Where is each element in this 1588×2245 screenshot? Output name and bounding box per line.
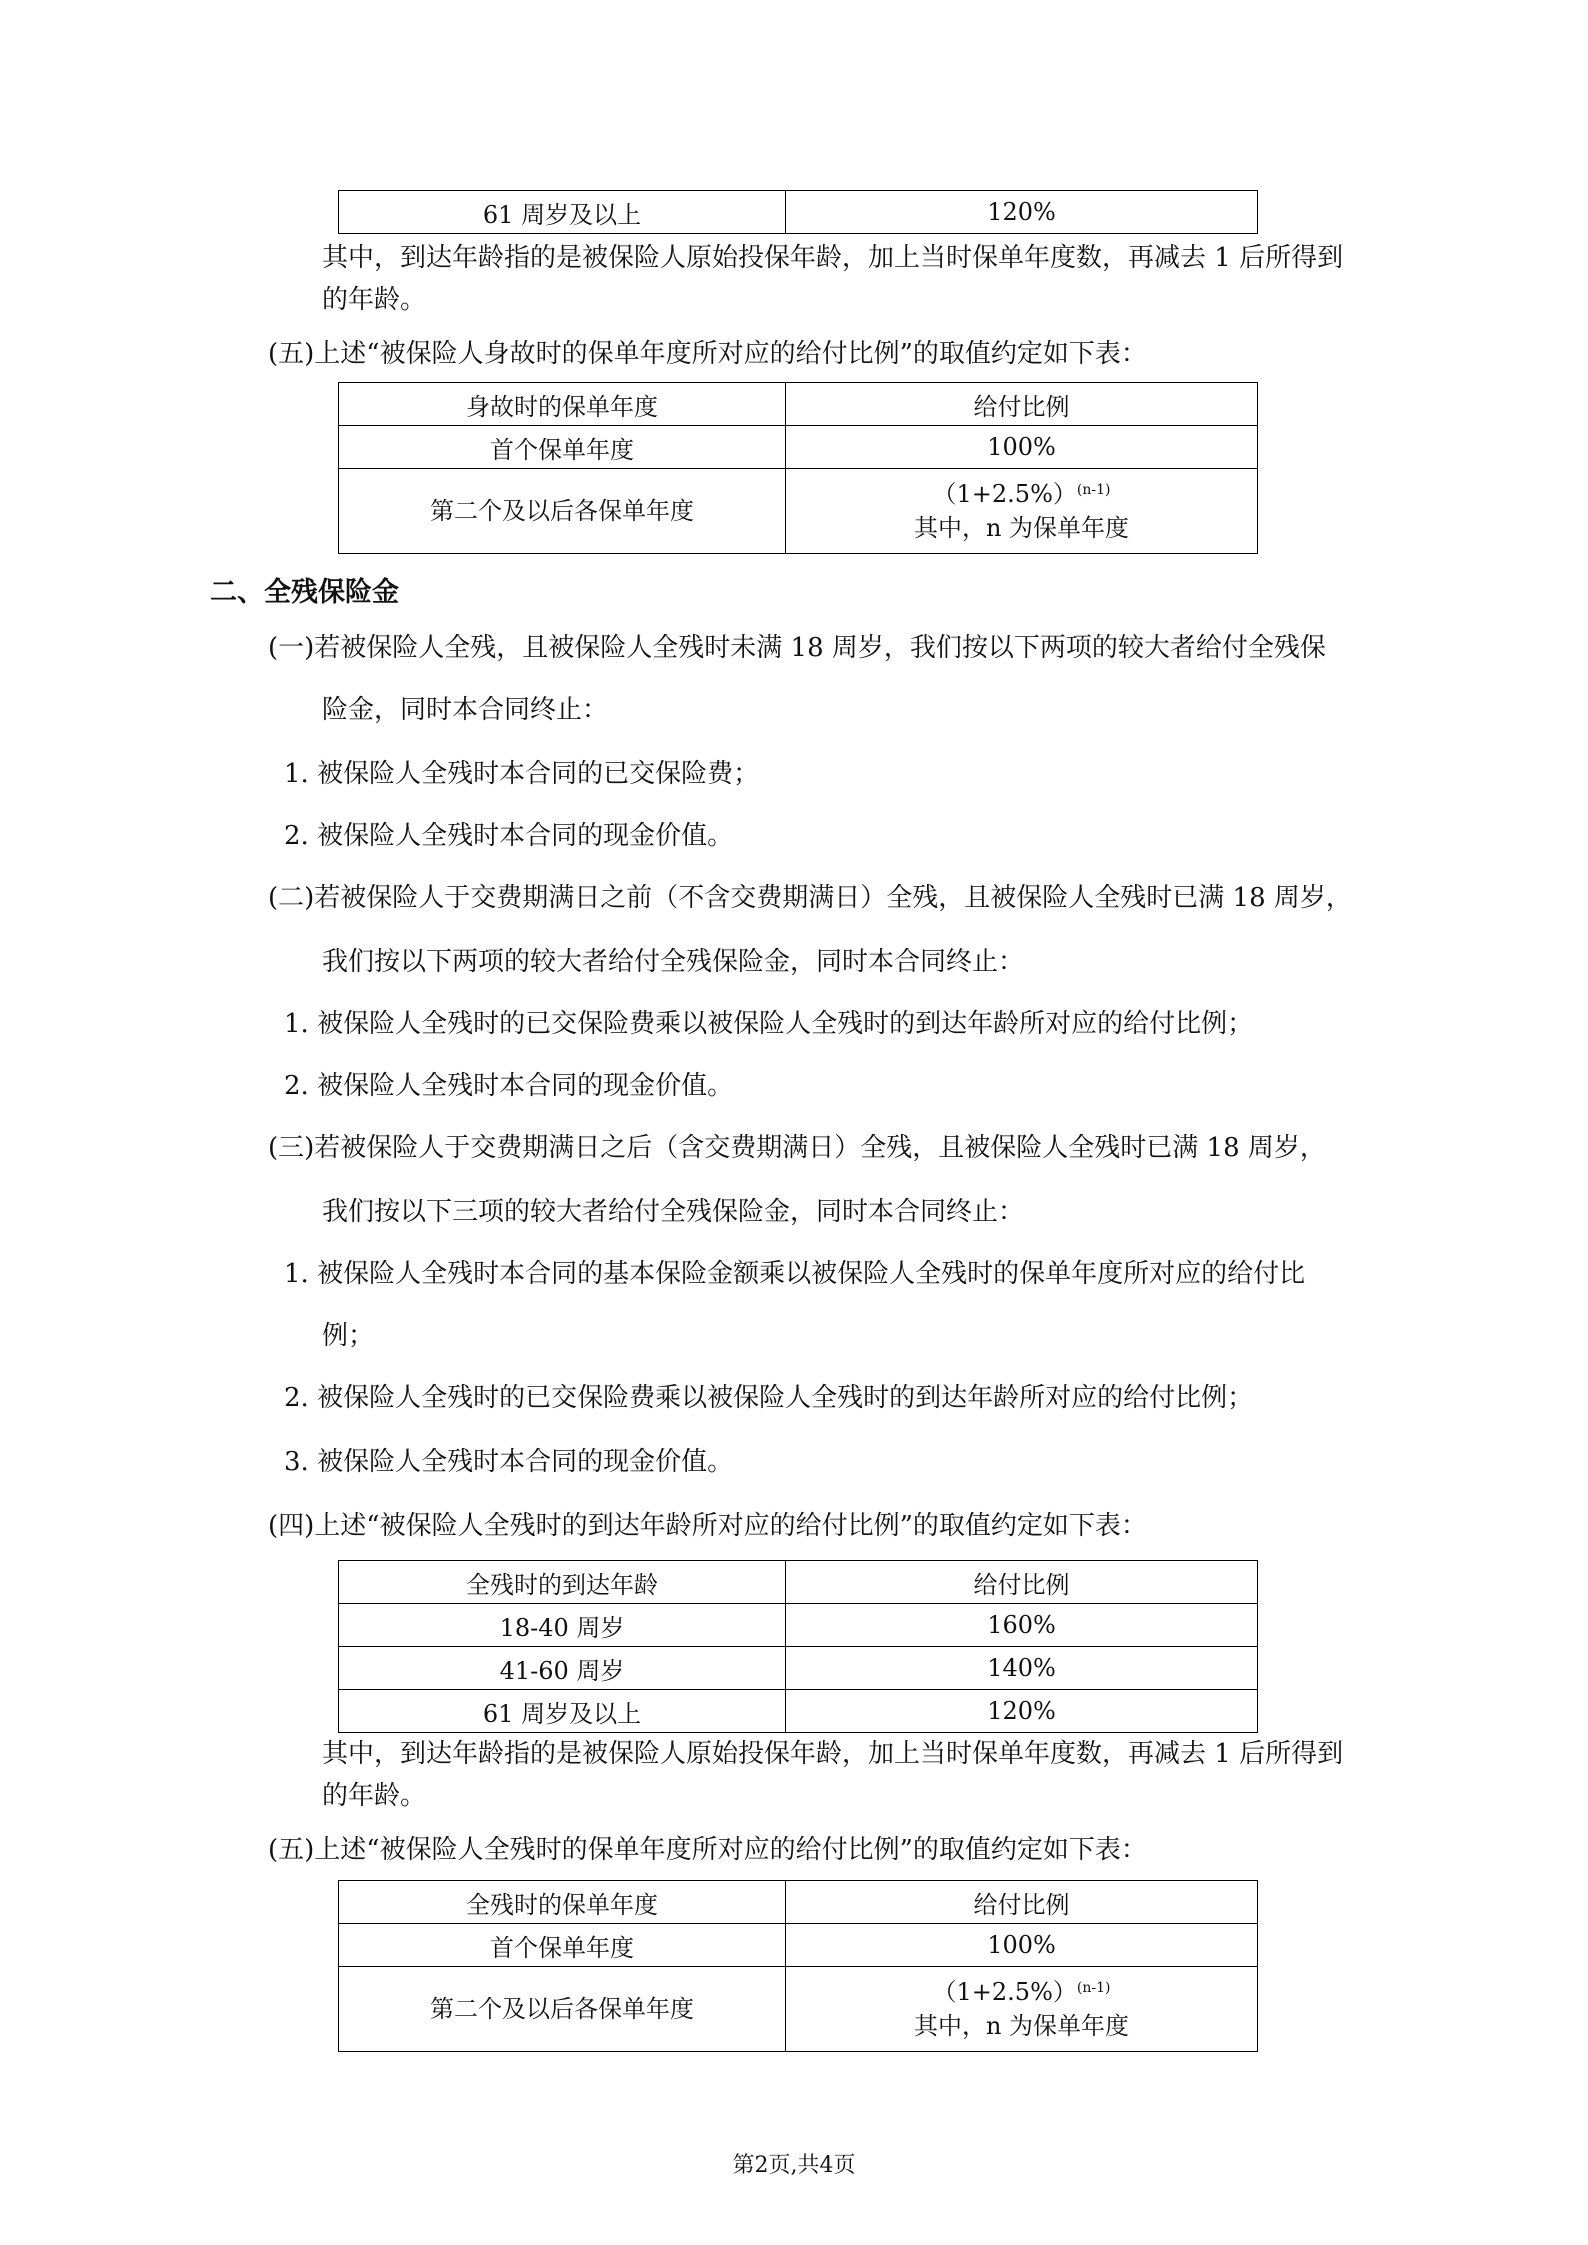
clause-3-item-1-line2: 例； xyxy=(322,1321,375,1351)
death-year-ratio-table xyxy=(338,382,1258,554)
death-year-ratio-intro: (五)上述“被保险人身故时的保单年度所对应的给付比例”的取值约定如下表： xyxy=(268,339,1147,369)
table-cell: 100% xyxy=(786,426,1258,469)
clause-3-item-2: 2. 被保险人全残时的已交保险费乘以被保险人全残时的到达年龄所对应的给付比例； xyxy=(284,1383,1254,1413)
table-cell: 120% xyxy=(786,1690,1258,1733)
formula-exponent: (n-1) xyxy=(1076,1980,1111,1996)
table-row xyxy=(339,469,1258,554)
arrival-age-note2-line1: 其中，到达年龄指的是被保险人原始投保年龄，加上当时保单年度数，再减去 1 后所得到 xyxy=(322,1739,1344,1769)
disability-age-ratio-intro: (四)上述“被保险人全残时的到达年龄所对应的给付比例”的取值约定如下表： xyxy=(268,1511,1147,1541)
clause-3-line2: 我们按以下三项的较大者给付全残保险金，同时本合同终止： xyxy=(322,1197,1025,1227)
arrival-age-note-line2: 的年龄。 xyxy=(322,285,427,315)
clause-2-item-1: 1. 被保险人全残时的已交保险费乘以被保险人全残时的到达年龄所对应的给付比例； xyxy=(284,1009,1254,1039)
table-header-cell: 给付比例 xyxy=(786,383,1258,426)
table-row xyxy=(339,1647,1258,1690)
table-header-cell: 身故时的保单年度 xyxy=(339,383,786,426)
table-row xyxy=(339,1604,1258,1647)
table-cell: 第二个及以后各保单年度 xyxy=(339,1967,786,2052)
table-cell: 18-40 周岁 xyxy=(339,1604,786,1647)
table-header-cell: 给付比例 xyxy=(786,1881,1258,1924)
clause-3-item-1-line1: 1. 被保险人全残时本合同的基本保险金额乘以被保险人全残时的保单年度所对应的给付比 xyxy=(284,1259,1306,1289)
section-title-disability: 二、全残保险金 xyxy=(210,577,399,608)
table-header-row xyxy=(339,383,1258,426)
clause-2-item-2: 2. 被保险人全残时本合同的现金价值。 xyxy=(284,1071,734,1101)
formula-base: （1+2.5%） xyxy=(932,1978,1077,2006)
table-cell: 140% xyxy=(786,1647,1258,1690)
arrival-age-note2-line2: 的年龄。 xyxy=(322,1781,427,1811)
table-header-row xyxy=(339,1561,1258,1604)
table-header-cell: 给付比例 xyxy=(786,1561,1258,1604)
table-cell: 61 周岁及以上 xyxy=(339,1690,786,1733)
clause-3-item-3: 3. 被保险人全残时本合同的现金价值。 xyxy=(284,1447,734,1477)
table-cell: 第二个及以后各保单年度 xyxy=(339,469,786,554)
clause-2-line1: (二)若被保险人于交费期满日之前（不含交费期满日）全残，且被保险人全残时已满 18 周岁， xyxy=(268,883,1352,913)
age-ratio-table-continued xyxy=(338,190,1258,234)
arrival-age-note-line1: 其中，到达年龄指的是被保险人原始投保年龄，加上当时保单年度数，再减去 1 后所得到 xyxy=(322,243,1344,273)
table-cell: 41-60 周岁 xyxy=(339,1647,786,1690)
formula-exponent: (n-1) xyxy=(1076,482,1111,498)
clause-3-line1: (三)若被保险人于交费期满日之后（含交费期满日）全残，且被保险人全残时已满 18 周岁， xyxy=(268,1133,1326,1163)
table-header-cell: 全残时的到达年龄 xyxy=(339,1561,786,1604)
disability-age-ratio-table xyxy=(338,1560,1258,1733)
page-number-footer: 第2页,共4页 xyxy=(732,2153,856,2178)
formula-note: 其中，n 为保单年度 xyxy=(913,514,1130,542)
table-cell: 100% xyxy=(786,1924,1258,1967)
table-row xyxy=(339,1967,1258,2052)
disability-year-ratio-table xyxy=(338,1880,1258,2052)
formula-base: （1+2.5%） xyxy=(932,480,1077,508)
clause-1-item-1: 1. 被保险人全残时本合同的已交保险费； xyxy=(284,759,760,789)
formula-note: 其中，n 为保单年度 xyxy=(913,2012,1130,2040)
table-row xyxy=(339,191,1258,234)
formula-cell xyxy=(786,1967,1258,2052)
table-header-cell: 全残时的保单年度 xyxy=(339,1881,786,1924)
clause-2-line2: 我们按以下两项的较大者给付全残保险金，同时本合同终止： xyxy=(322,947,1025,977)
clause-1-item-2: 2. 被保险人全残时本合同的现金价值。 xyxy=(284,821,734,851)
table-cell: 120% xyxy=(786,191,1258,234)
table-row xyxy=(339,426,1258,469)
table-header-row xyxy=(339,1881,1258,1924)
clause-1-line2: 险金，同时本合同终止： xyxy=(322,695,609,725)
table-cell: 首个保单年度 xyxy=(339,426,786,469)
table-cell: 61 周岁及以上 xyxy=(339,191,786,234)
formula-cell xyxy=(786,469,1258,554)
table-row xyxy=(339,1924,1258,1967)
table-cell: 160% xyxy=(786,1604,1258,1647)
disability-year-ratio-intro: (五)上述“被保险人全残时的保单年度所对应的给付比例”的取值约定如下表： xyxy=(268,1835,1147,1865)
clause-1-line1: (一)若被保险人全残，且被保险人全残时未满 18 周岁，我们按以下两项的较大者给付全残保 xyxy=(268,633,1326,663)
table-row xyxy=(339,1690,1258,1733)
table-cell: 首个保单年度 xyxy=(339,1924,786,1967)
